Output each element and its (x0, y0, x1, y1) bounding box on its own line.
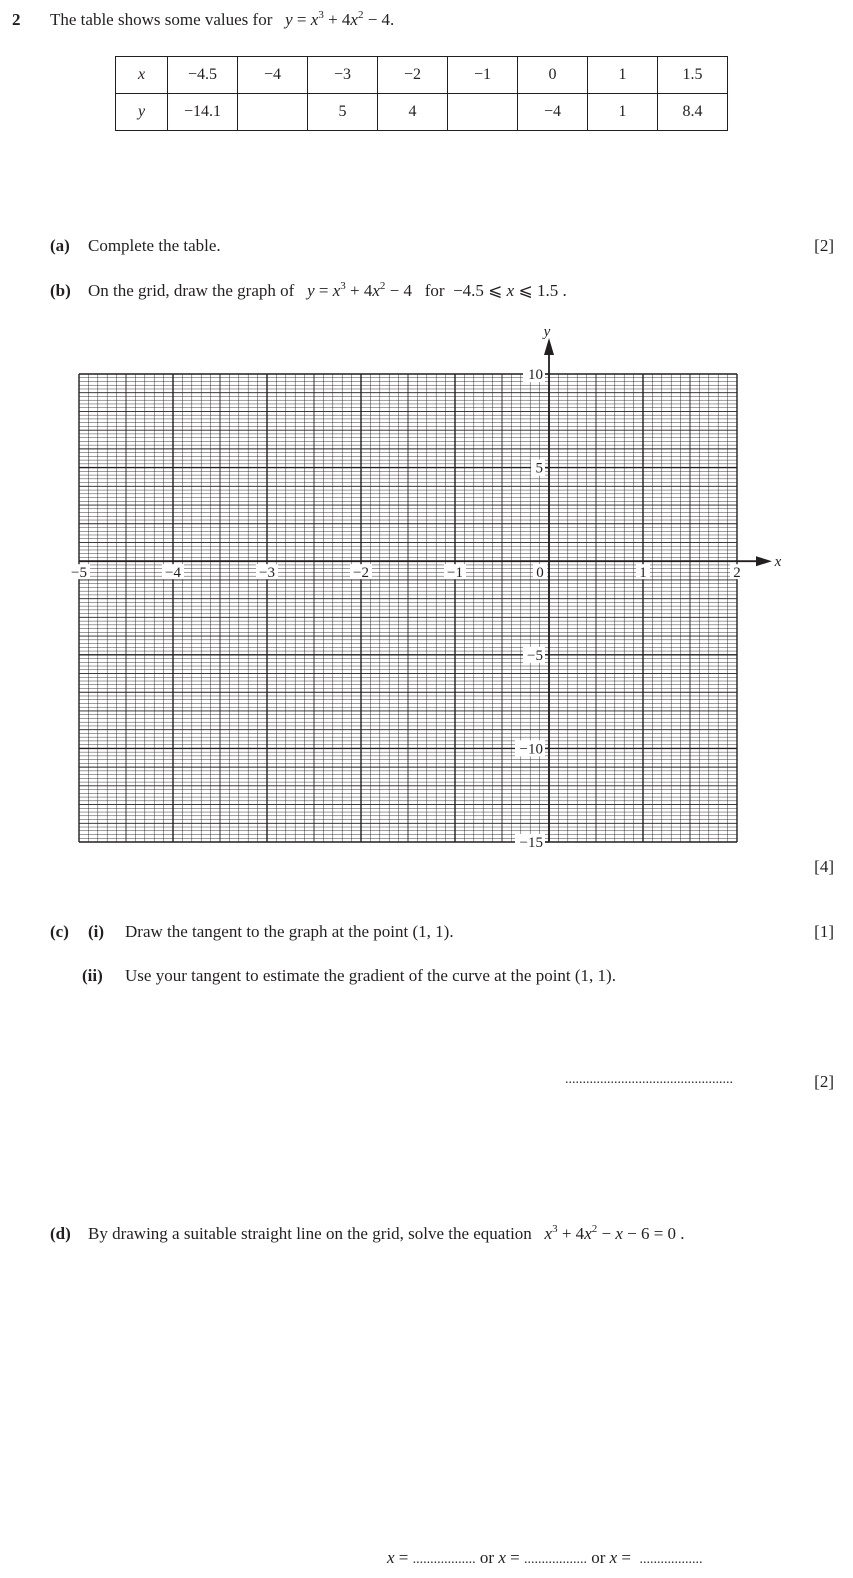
answer-or2: or (586, 1548, 610, 1567)
eq-x2: x (350, 10, 358, 29)
table-cell: −14.1 (168, 94, 238, 131)
eq-x1: x (332, 281, 341, 300)
answer-x1: x (387, 1548, 395, 1567)
part-c-label: (c) (50, 922, 69, 941)
range-lo: −4.5 ⩽ (453, 281, 507, 300)
x-tick-label: −1 (447, 565, 463, 582)
y-axis-label: y (543, 324, 551, 340)
grid-axes (79, 338, 772, 842)
table-cell: −3 (308, 57, 378, 94)
eq-x2: x (584, 1224, 592, 1243)
table-cell: −4 (238, 57, 308, 94)
table-cell: 4 (378, 94, 448, 131)
table-cell: 1.5 (658, 57, 728, 94)
table-cell: −1 (448, 57, 518, 94)
eq-p1: 3 (552, 1223, 558, 1235)
eq-p1: 3 (318, 9, 324, 21)
part-c-ii-answer-line[interactable]: ................................................ (565, 1072, 733, 1087)
x-axis-arrow (756, 556, 772, 566)
part-b-instruction: On the grid, draw the graph of (88, 281, 295, 300)
eq-m2: − (597, 1224, 616, 1243)
table-header-y: y (116, 94, 168, 131)
table-header-x: x (116, 57, 168, 94)
y-tick-label: −5 (527, 647, 543, 664)
answer-x2: x (498, 1548, 506, 1567)
part-d-text (88, 1224, 685, 1244)
answer-eq2: = (505, 1548, 524, 1567)
range-hi: ⩽ 1.5 . (514, 281, 567, 300)
eq-equals: = (314, 281, 333, 300)
x-tick-label: −4 (165, 565, 181, 582)
table-cell: −4 (518, 94, 588, 131)
intro-text: The table shows some values for (50, 10, 273, 29)
part-d-instruction: By drawing a suitable straight line on the grid, solve the equation (88, 1224, 532, 1243)
table-cell: 5 (308, 94, 378, 131)
part-a-text: Complete the table. (88, 236, 221, 255)
table-cell: 1 (588, 94, 658, 131)
table-cell: 1 (588, 57, 658, 94)
y-tick-label: −10 (519, 741, 543, 758)
eq-p2: 2 (379, 280, 386, 292)
y-tick-label: −15 (519, 835, 543, 851)
eq-end: − 4. (363, 10, 395, 29)
eq-x1: x (310, 10, 319, 29)
part-b-marks: [4] (814, 857, 834, 876)
answer-or1: or (475, 1548, 499, 1567)
eq-mid: + 4 (323, 10, 351, 29)
x-axis-label: x (774, 554, 782, 571)
part-a-label: (a) (50, 236, 70, 255)
eq-x1: x (544, 1224, 553, 1243)
grid-minor-lines (79, 374, 737, 842)
table-cell: 0 (518, 57, 588, 94)
part-c-ii-label: (ii) (82, 966, 103, 985)
eq-x3: x (615, 1224, 623, 1243)
part-c-ii-marks: [2] (814, 1072, 834, 1091)
part-b-for: for (424, 281, 445, 300)
answer-line-3[interactable]: .................. (639, 1552, 703, 1567)
part-c-i-text: Draw the tangent to the graph at the point (1, 1). (125, 922, 454, 941)
range-x: x (506, 281, 515, 300)
eq-end: − 6 = 0 . (622, 1224, 685, 1243)
x-tick-label: 2 (733, 565, 741, 582)
part-d-label: (d) (50, 1224, 71, 1243)
part-c-i-marks: [1] (814, 922, 834, 941)
table-cell: −2 (378, 57, 448, 94)
y-tick-label: 5 (535, 460, 543, 477)
answer-line-1[interactable]: .................. (412, 1552, 476, 1567)
part-c-i-label: (i) (88, 922, 105, 941)
table-cell: 8.4 (658, 94, 728, 131)
eq-end: − 4 (385, 281, 412, 300)
eq-p2: 2 (591, 1223, 598, 1235)
question-number: 2 (12, 10, 21, 29)
x-tick-label: −5 (71, 565, 87, 582)
answer-eq1: = (394, 1548, 413, 1567)
part-b-label: (b) (50, 281, 71, 300)
answer-x3: x (609, 1548, 618, 1567)
eq-y: y (285, 10, 293, 29)
part-a-marks: [2] (814, 236, 834, 255)
y-tick-label: 10 (528, 367, 543, 383)
part-c-ii-text: Use your tangent to estimate the gradient of the curve at the point (1, 1). (125, 966, 616, 985)
answer-line-2[interactable]: .................. (523, 1552, 587, 1567)
eq-equals: = (292, 10, 311, 29)
y-axis-arrow (544, 338, 554, 355)
answer-eq3: = (617, 1548, 636, 1567)
x-tick-label: −3 (259, 565, 275, 582)
part-d-equation (545, 1224, 685, 1243)
eq-p1: 3 (340, 280, 346, 292)
eq-y: y (307, 281, 315, 300)
x-tick-label: 0 (536, 565, 544, 582)
eq-p2: 2 (357, 9, 364, 21)
x-tick-label: −2 (353, 565, 369, 582)
x-tick-label: 1 (639, 565, 647, 582)
part-d-answer (387, 1548, 703, 1568)
table-cell: −4.5 (168, 57, 238, 94)
eq-mid: + 4 (345, 281, 373, 300)
eq-mid: + 4 (557, 1224, 585, 1243)
eq-x2: x (372, 281, 380, 300)
